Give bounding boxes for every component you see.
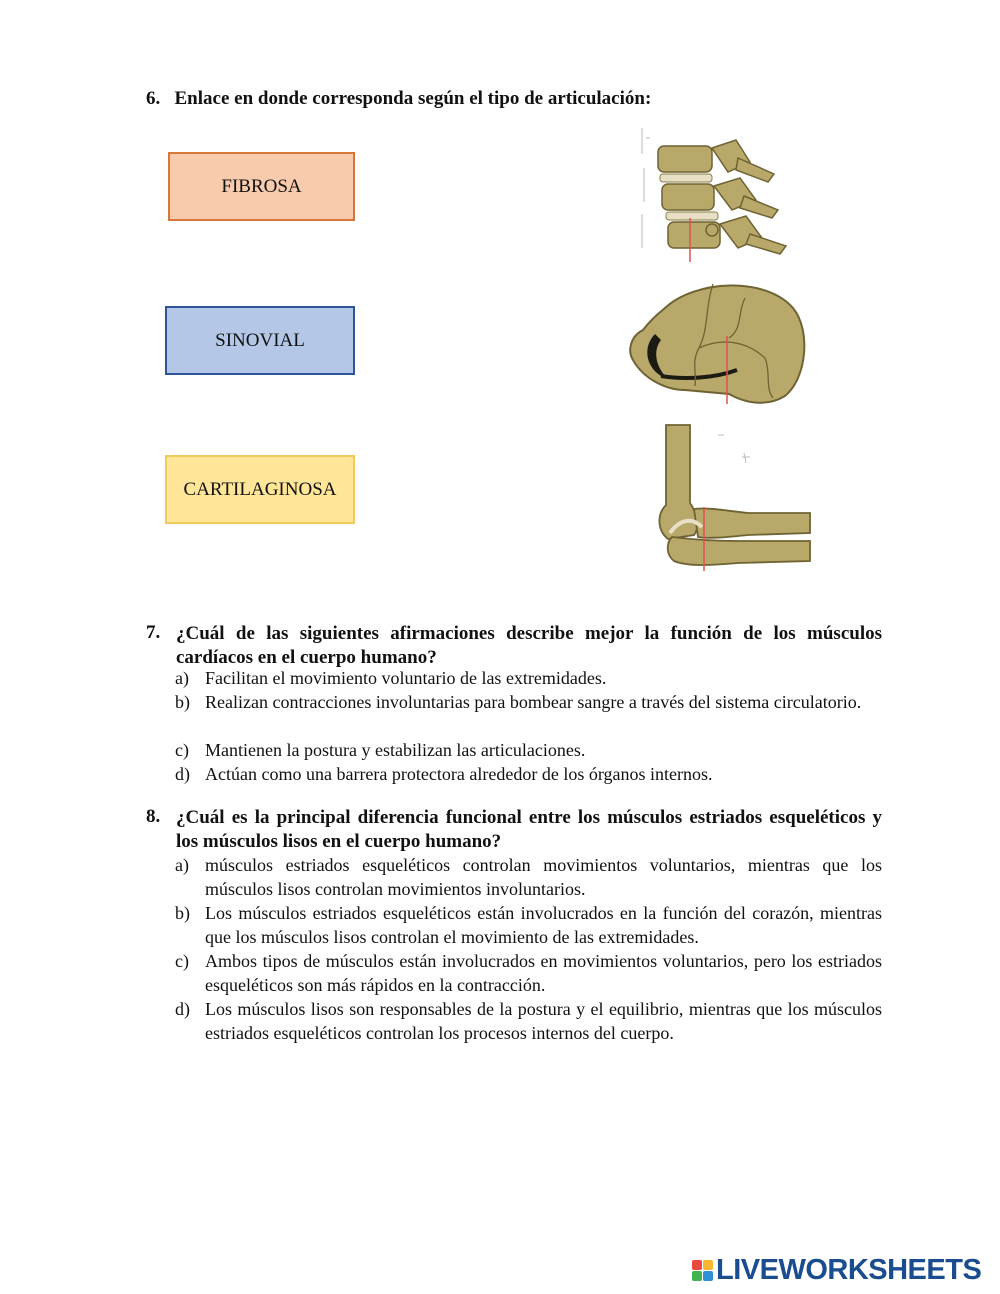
q8-option-a[interactable]: músculos estriados esqueléticos controlan movimientos voluntarios, mientras que los músculos lisos controlan movimientos involuntarios.: [205, 855, 882, 899]
q7-option-c-letter: c): [175, 740, 189, 760]
q7-question: ¿Cuál de las siguientes afirmaciones describe mejor la función de los músculos cardíacos en el cuerpo humano?: [176, 623, 882, 668]
box-sinovial-label: SINOVIAL: [215, 329, 305, 351]
elbow-joint-image[interactable]: [658, 423, 814, 573]
q8-question: ¿Cuál es la principal diferencia funcional entre los músculos estriados esqueléticos y los músculos lisos en el cuerpo humano?: [176, 807, 882, 852]
q8-option-d[interactable]: Los músculos lisos son responsables de la postura y el equilibrio, mientras que los músculos estriados esqueléticos controlan los procesos internos del cuerpo.: [205, 999, 882, 1043]
box-cartilaginosa-label: CARTILAGINOSA: [183, 478, 337, 500]
q7-option-d[interactable]: Actúan como una barrera protectora alrededor de los órganos internos.: [205, 764, 713, 784]
box-fibrosa-label: FIBROSA: [221, 175, 302, 197]
q8-option-b[interactable]: Los músculos estriados esqueléticos están involucrados en la función del corazón, mientras que los músculos lisos controlan el movimiento de las extremidades.: [205, 903, 882, 947]
q8-option-d-letter: d): [175, 999, 190, 1019]
q8-option-a-letter: a): [175, 855, 189, 875]
q7-option-c[interactable]: Mantienen la postura y estabilizan las articulaciones.: [205, 740, 586, 760]
q7-option-a[interactable]: Facilitan el movimiento voluntario de las extremidades.: [205, 668, 607, 688]
q8-number: 8.: [146, 806, 161, 827]
q7-option-b-letter: b): [175, 692, 190, 712]
q7-option-d-letter: d): [175, 764, 190, 784]
box-cartilaginosa[interactable]: [165, 455, 355, 524]
q8-option-c-letter: c): [175, 951, 189, 971]
box-sinovial[interactable]: [165, 306, 355, 375]
logo-mark-icon: [692, 1260, 713, 1281]
q7-number: 7.: [146, 622, 161, 643]
liveworksheets-logo: [692, 1254, 981, 1287]
logo-text: LIVEWORKSHEETS: [716, 1254, 982, 1286]
q6-number: 6.: [146, 88, 161, 109]
q6-heading: [146, 88, 651, 110]
q7-option-b[interactable]: Realizan contracciones involuntarias para bombear sangre a través del sistema circulatorio.: [205, 692, 862, 712]
vertebrae-image[interactable]: [640, 118, 792, 263]
skull-image[interactable]: [625, 278, 807, 408]
q8-option-c[interactable]: Ambos tipos de músculos están involucrados en movimientos voluntarios, pero los estriados esqueléticos son más rápidos en la contracción.: [205, 951, 882, 995]
q8-option-b-letter: b): [175, 903, 190, 923]
box-fibrosa[interactable]: [168, 152, 355, 221]
q7-option-a-letter: a): [175, 668, 189, 688]
q6-text: Enlace en donde corresponda según el tipo de articulación:: [174, 88, 652, 109]
